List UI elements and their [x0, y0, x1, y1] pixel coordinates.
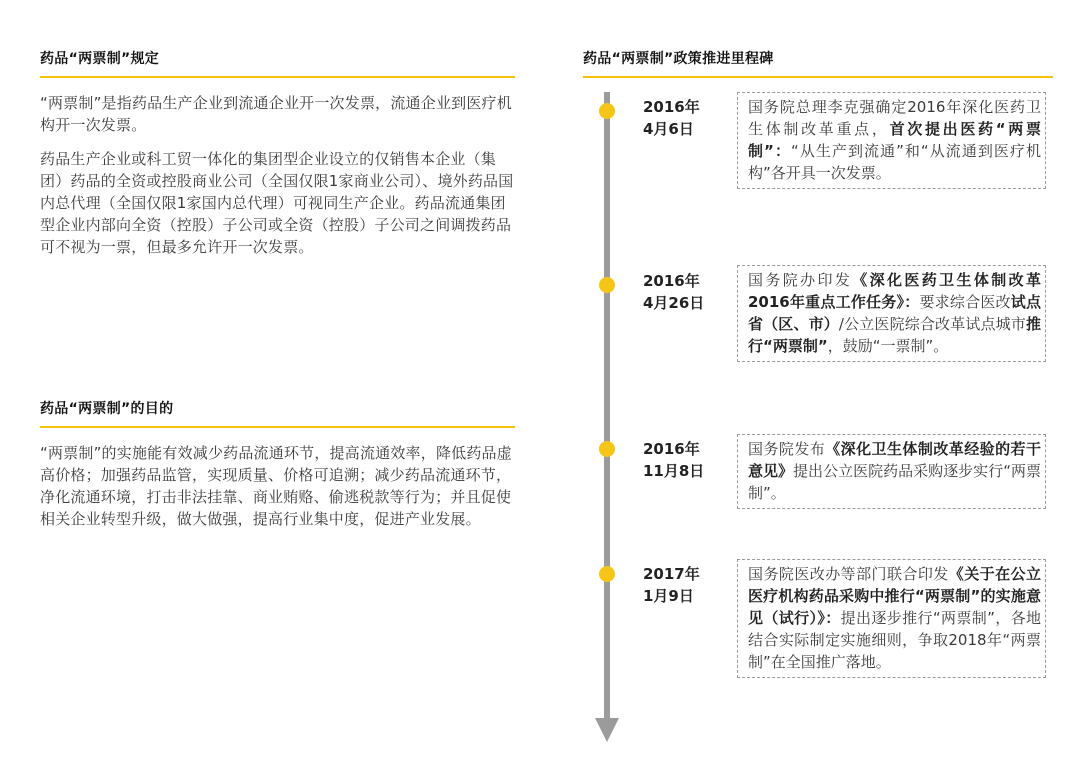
event-text: 提出逐步推行“两票制”，各地结合实际制定实施细则，争取2018年“两票制”在全国推广落地。: [748, 609, 1041, 671]
timeline-date-day: 4月26日: [643, 294, 705, 312]
timeline-date-year: 2016年: [643, 440, 700, 458]
timeline-date: [643, 563, 733, 607]
timeline-event-box: [737, 434, 1046, 509]
timeline-arrow-icon: [595, 718, 619, 742]
timeline-date-year: 2016年: [643, 272, 700, 290]
timeline-dot: [599, 103, 615, 119]
rules-section: [40, 48, 515, 258]
timeline-line: [604, 92, 610, 720]
purpose-paragraph: “两票制”的实施能有效减少药品流通环节，提高流通效率，降低药品虚高价格；加强药品监管，实现质量、价格可追溯；减少药品流通环节，净化流通环境，打击非法挂靠、商业贿赂、偷逃税款等行为；并且促使相关企业转型升级，做大做强，提高行业集中度，促进产业发展。: [40, 444, 512, 528]
event-text: “从生产到流通”和“从流通到医疗机构”各开具一次发票。: [748, 142, 1041, 182]
event-text: /公立医院综合改革试点城市: [838, 315, 1026, 333]
timeline-date: [643, 438, 733, 482]
event-text: ，鼓励“一票制”。: [827, 337, 949, 355]
event-text-bold: 《深化卫生体制改革经验的若干意见》: [748, 440, 1041, 480]
event-text: 提出公立医院药品采购逐步实行“两票制”。: [748, 462, 1041, 502]
rules-heading: 药品“两票制”规定: [40, 48, 515, 78]
timeline-date-day: 1月9日: [643, 587, 694, 605]
event-text-bold: 试点省（区、市）: [748, 293, 1041, 333]
event-text: 国务院总理李克强确定2016年深化医药卫生体制改革重点，: [748, 98, 1041, 138]
timeline-event-box: [737, 265, 1046, 362]
event-text: 国务院医改办等部门联合印发: [748, 565, 949, 583]
timeline-date-year: 2017年: [643, 565, 700, 583]
event-text-bold: 《关于在公立医疗机构药品采购中推行“两票制”的实施意见（试行）》：: [748, 565, 1041, 627]
timeline-dot: [599, 441, 615, 457]
purpose-section: [40, 398, 515, 530]
purpose-heading: 药品“两票制”的目的: [40, 398, 515, 428]
rules-paragraph-2: 药品生产企业或科工贸一体化的集团型企业设立的仅销售本企业（集团）药品的全资或控股商业公司（全国仅限1家商业公司）、境外药品国内总代理（全国仅限1家国内总代理）可视同生产企业。药品流通集团型企业内部向全资（控股）子公司或全资（控股）子公司之间调拨药品可不视为一票，但最多允许开一次发票。: [40, 150, 514, 256]
event-text-bold: 首次提出医药“两票制”：: [748, 120, 1041, 160]
timeline-date: [643, 270, 733, 314]
timeline-date-year: 2016年: [643, 98, 700, 116]
event-text: 要求综合医改: [919, 293, 1011, 311]
timeline-date-day: 11月8日: [643, 462, 705, 480]
timeline-event-box: [737, 559, 1046, 678]
event-text-bold: 推行“两票制”: [748, 315, 1041, 355]
timeline-dot: [599, 277, 615, 293]
timeline-dot: [599, 566, 615, 582]
timeline-date: [643, 96, 733, 140]
event-text-bold: 《深化医药卫生体制改革2016年重点工作任务》：: [748, 271, 1041, 311]
timeline-event-box: [737, 92, 1046, 189]
event-text: 国务院办印发: [748, 271, 853, 289]
timeline-heading: 药品“两票制”政策推进里程碑: [583, 48, 1053, 78]
rules-paragraph-1: “两票制”是指药品生产企业到流通企业开一次发票，流通企业到医疗机构开一次发票。: [40, 94, 512, 134]
timeline-date-day: 4月6日: [643, 120, 694, 138]
event-text: 国务院发布: [748, 440, 826, 458]
timeline-section: [583, 48, 1053, 78]
